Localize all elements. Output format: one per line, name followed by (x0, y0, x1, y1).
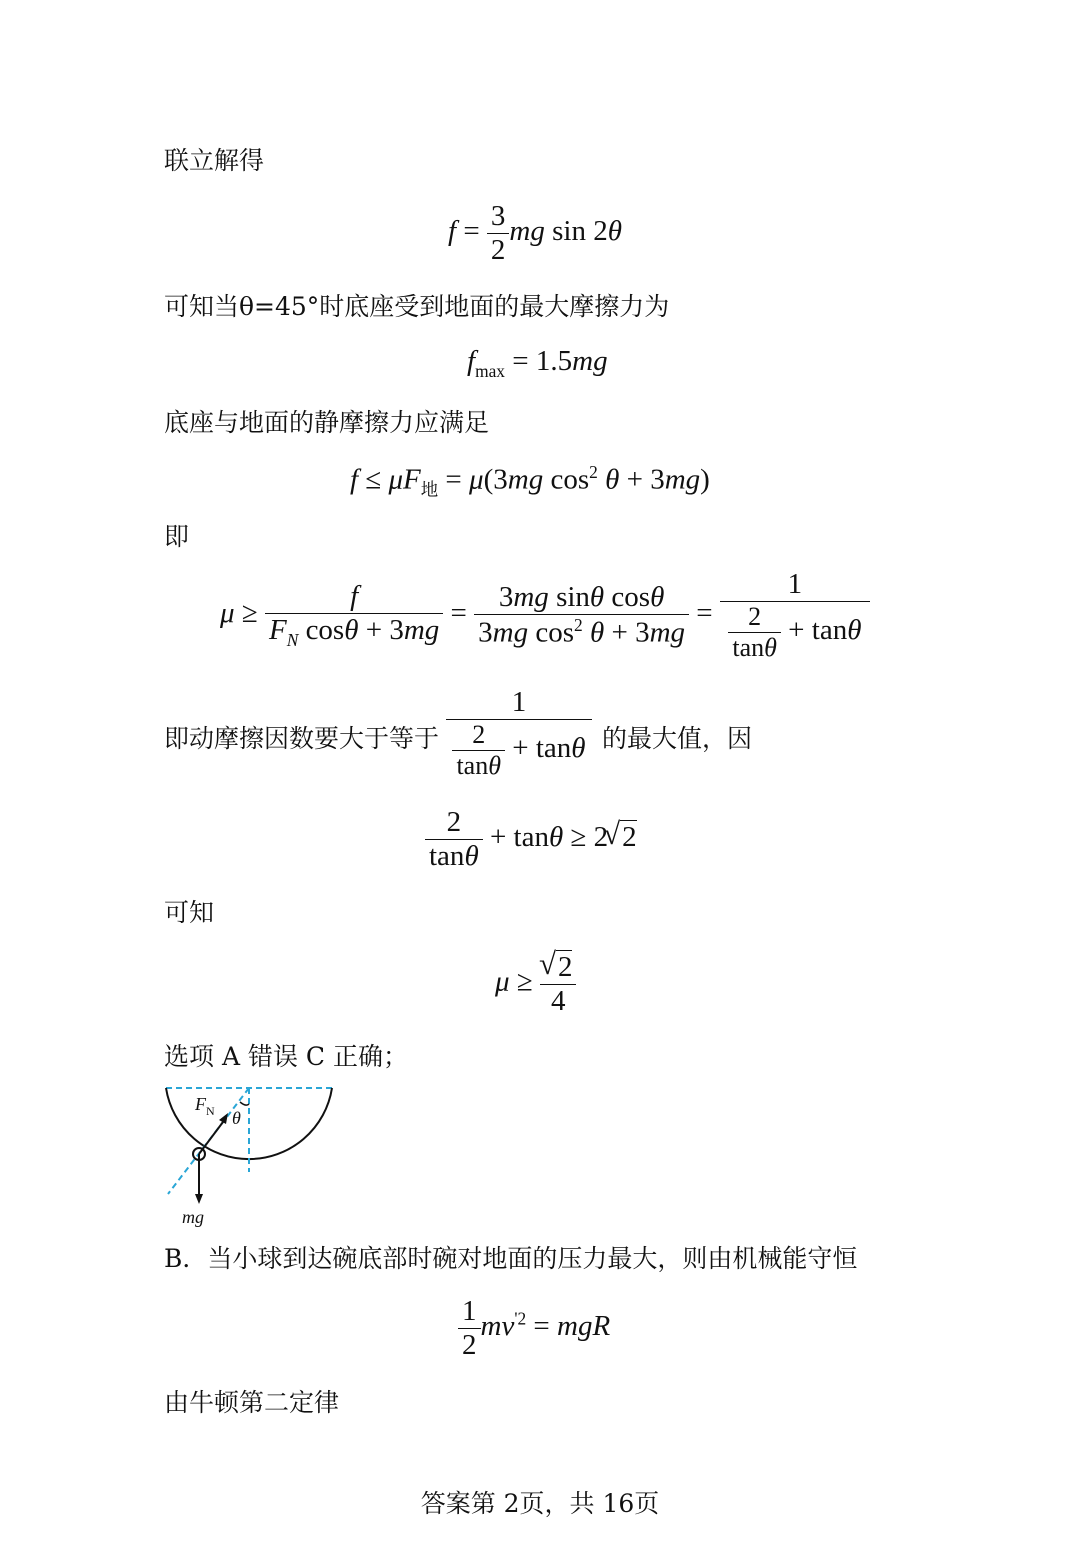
text-line-3: 底座与地面的静摩擦力应满足 (164, 408, 490, 437)
text-line-6: 可知 (164, 898, 215, 927)
text-line-9: 由牛顿第二定律 (164, 1388, 340, 1417)
normal-force-arrow (199, 1118, 226, 1154)
bowl-force-diagram (160, 1080, 360, 1230)
theta-angle-arc (240, 1102, 249, 1105)
text-line-5b: 的最大值，因 (602, 724, 753, 753)
label-theta: θ (232, 1108, 241, 1128)
text-line-2: 可知当θ=45°时底座受到地面的最大摩擦力为 (164, 292, 670, 321)
normal-force-arrowhead (219, 1113, 228, 1124)
formula-5-inline: 1 $\frac{2}{\tan\theta}$ + tanθ (446, 686, 592, 781)
formula-6: μ ≥ √ $\frac{2}{4}$ (495, 950, 576, 1018)
gravity-arrowhead (195, 1194, 203, 1204)
text-line-4: 即 (164, 522, 190, 551)
formula-4: μ ≥ $\frac{f}{F_N \cos\theta + 3mg}$ = $\frac{\text{3mg sinθ cosθ}}{3mg \cos^2 \theta + 3mg}$ = 1 $\frac{2}{\tan\theta}$ + tanθ (220, 568, 870, 663)
formula-5: $\frac{2}{\tan\theta}$ + tanθ ≥ 2√ 2 (425, 806, 637, 873)
formula-3: $f \le \mu F_地 = \mu(3mg$ $\cos^2 \theta + 3mg$) (350, 462, 710, 500)
formula-2: $f_{max} = 1.5mg$ (467, 345, 608, 381)
formula-1: f = $\frac{3}{2}$ mg sin 2θ (448, 200, 622, 266)
text-line-5a: 即动摩擦因数要大于等于 (164, 724, 440, 753)
formula-7: $\frac{1}{2}$ $mv^{'2}$ = mgR (458, 1295, 610, 1362)
text-line-7: 选项 A 错误 C 正确； (164, 1042, 408, 1071)
label-mg: mg (182, 1207, 204, 1227)
page-footer: 答案第 2页，共 16页 (420, 1489, 660, 1518)
label-fn: $F_N$ (195, 1094, 215, 1118)
text-line-8: B．当小球到达碗底部时碗对地面的压力最大，则由机械能守恒 (164, 1244, 858, 1273)
text-line-1: 联立解得 (164, 146, 265, 175)
